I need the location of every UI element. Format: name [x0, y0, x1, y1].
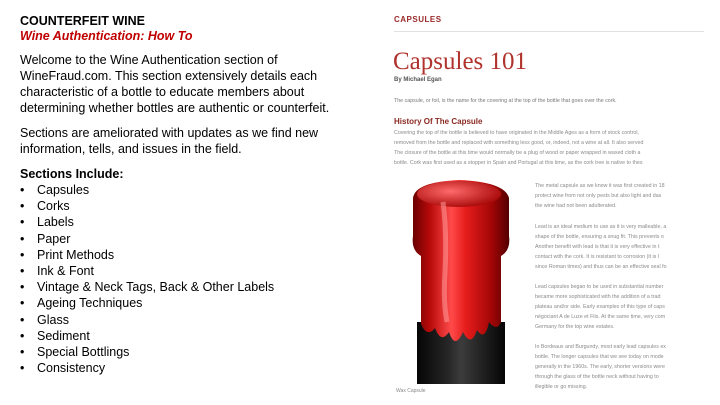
intro-paragraph: Welcome to the Wine Authentication section of WineFraud.com. This section extensively details each characteristic of a bottle to educate members about determining whether bottles are authentic or counterfeit.	[20, 53, 330, 115]
list-item	[20, 182, 365, 198]
slide-text-panel	[20, 14, 365, 376]
bullet-icon: •	[20, 345, 25, 360]
column-line: Germany for the top wine estates.	[535, 324, 615, 330]
section-label: Capsules	[37, 183, 90, 197]
capsule-top	[417, 181, 501, 207]
bullet-icon: •	[20, 215, 25, 230]
bullet-icon: •	[20, 361, 25, 376]
column-line: bottle. The longer capsules that we see today on mode	[535, 354, 664, 360]
column-line: Lead capsules began to be used in substantial number	[535, 284, 664, 290]
section-label: Sediment	[37, 328, 90, 343]
column-line: the wine had not been adulterated.	[535, 203, 617, 209]
sections-heading: Sections Include:	[20, 167, 124, 181]
list-item	[20, 312, 365, 328]
bullet-icon: •	[20, 264, 25, 279]
section-label: Vintage & Neck Tags, Back & Other Labels	[37, 280, 275, 295]
category-divider	[394, 31, 704, 32]
column-line: through the glass of the bottle neck without having to	[535, 374, 659, 380]
history-line: The closure of the bottle at this time would normally be a plug of wood or paper wrapped in waxed cloth a	[394, 150, 641, 156]
list-item	[20, 231, 365, 247]
section-label: Paper	[37, 231, 71, 246]
history-heading: History Of The Capsule	[394, 117, 483, 126]
list-item	[20, 295, 365, 311]
list-item	[20, 360, 365, 376]
section-label: Consistency	[37, 361, 106, 376]
bullet-icon: •	[20, 296, 25, 311]
updates-paragraph: Sections are ameliorated with updates as we find new information, tells, and issues in the field.	[20, 126, 319, 156]
list-item	[20, 214, 365, 230]
column-line: The metal capsule as we know it was first created in 18	[535, 183, 665, 189]
wax-capsule-photo	[393, 172, 529, 384]
bullet-icon: •	[20, 312, 25, 327]
section-label: Special Bottlings	[37, 345, 130, 360]
column-line: contact with the cork. It is resistant to corrosion (it is l	[535, 254, 659, 260]
list-item	[20, 279, 365, 295]
slide-subtitle: Wine Authentication: How To	[20, 29, 193, 43]
article-screenshot	[385, 0, 720, 405]
bullet-icon: •	[20, 328, 25, 343]
column-line: shape of the bottle, ensuring a snug fit. This prevents o	[535, 234, 664, 240]
wax-highlight	[443, 202, 447, 322]
column-line: Another benefit with lead is that it is very effective in t	[535, 244, 660, 250]
article-intro: The capsule, or foil, is the name for the covering at the top of the bottle that goes over the cork.	[394, 98, 617, 104]
column-line: protect wine from not only pests but also light and das	[535, 193, 662, 199]
section-label: Ageing Techniques	[37, 296, 143, 311]
section-label: Corks	[37, 199, 70, 214]
sections-list	[20, 182, 365, 376]
category-label: CAPSULES	[394, 15, 442, 24]
article-title: Capsules 101	[393, 48, 528, 75]
section-label: Print Methods	[37, 247, 115, 262]
bullet-icon: •	[20, 280, 25, 295]
bullet-icon: •	[20, 199, 25, 214]
column-line: generally in the 1960s. The early, shorter versions were	[535, 364, 665, 370]
column-line: became more sophisticated with the addition of a trad	[535, 294, 661, 300]
column-line: since Roman times) and thus can be an effective seal fo	[535, 264, 667, 270]
list-item	[20, 344, 365, 360]
column-line: In Bordeaux and Burgundy, most early lead capsules ex	[535, 344, 666, 350]
history-line: bottle. Cork was first used as a stopper in Spain and Portugal at this time, as the cork tree is native to thes	[394, 160, 643, 166]
list-item	[20, 263, 365, 279]
bullet-icon: •	[20, 231, 25, 246]
column-line: Lead is an ideal medium to use as it is very malleable, a	[535, 224, 667, 230]
section-label: Glass	[37, 312, 69, 327]
column-line: illegible or go missing.	[535, 384, 588, 390]
history-line: Covering the top of the bottle is believed to have originated in the Middle Ages as a form of stock control,	[394, 130, 639, 136]
column-line: plateau and/or side. Early examples of this type of caps	[535, 304, 665, 310]
bullet-icon: •	[20, 247, 25, 262]
slide-title: COUNTERFEIT WINE	[20, 14, 145, 28]
section-label: Labels	[37, 215, 74, 230]
article-byline: By Michael Egan	[394, 77, 442, 83]
list-item	[20, 247, 365, 263]
list-item	[20, 328, 365, 344]
list-item	[20, 198, 365, 214]
column-line: négociant A de Luze et Fils. At the same time, very com	[535, 314, 666, 320]
section-label: Ink & Font	[37, 264, 94, 279]
bullet-icon: •	[20, 183, 25, 197]
photo-caption: Wax Capsule	[396, 388, 426, 394]
history-line: removed from the bottle and replaced with something less good, or, indeed, not a wine at all. It also served	[394, 140, 644, 146]
